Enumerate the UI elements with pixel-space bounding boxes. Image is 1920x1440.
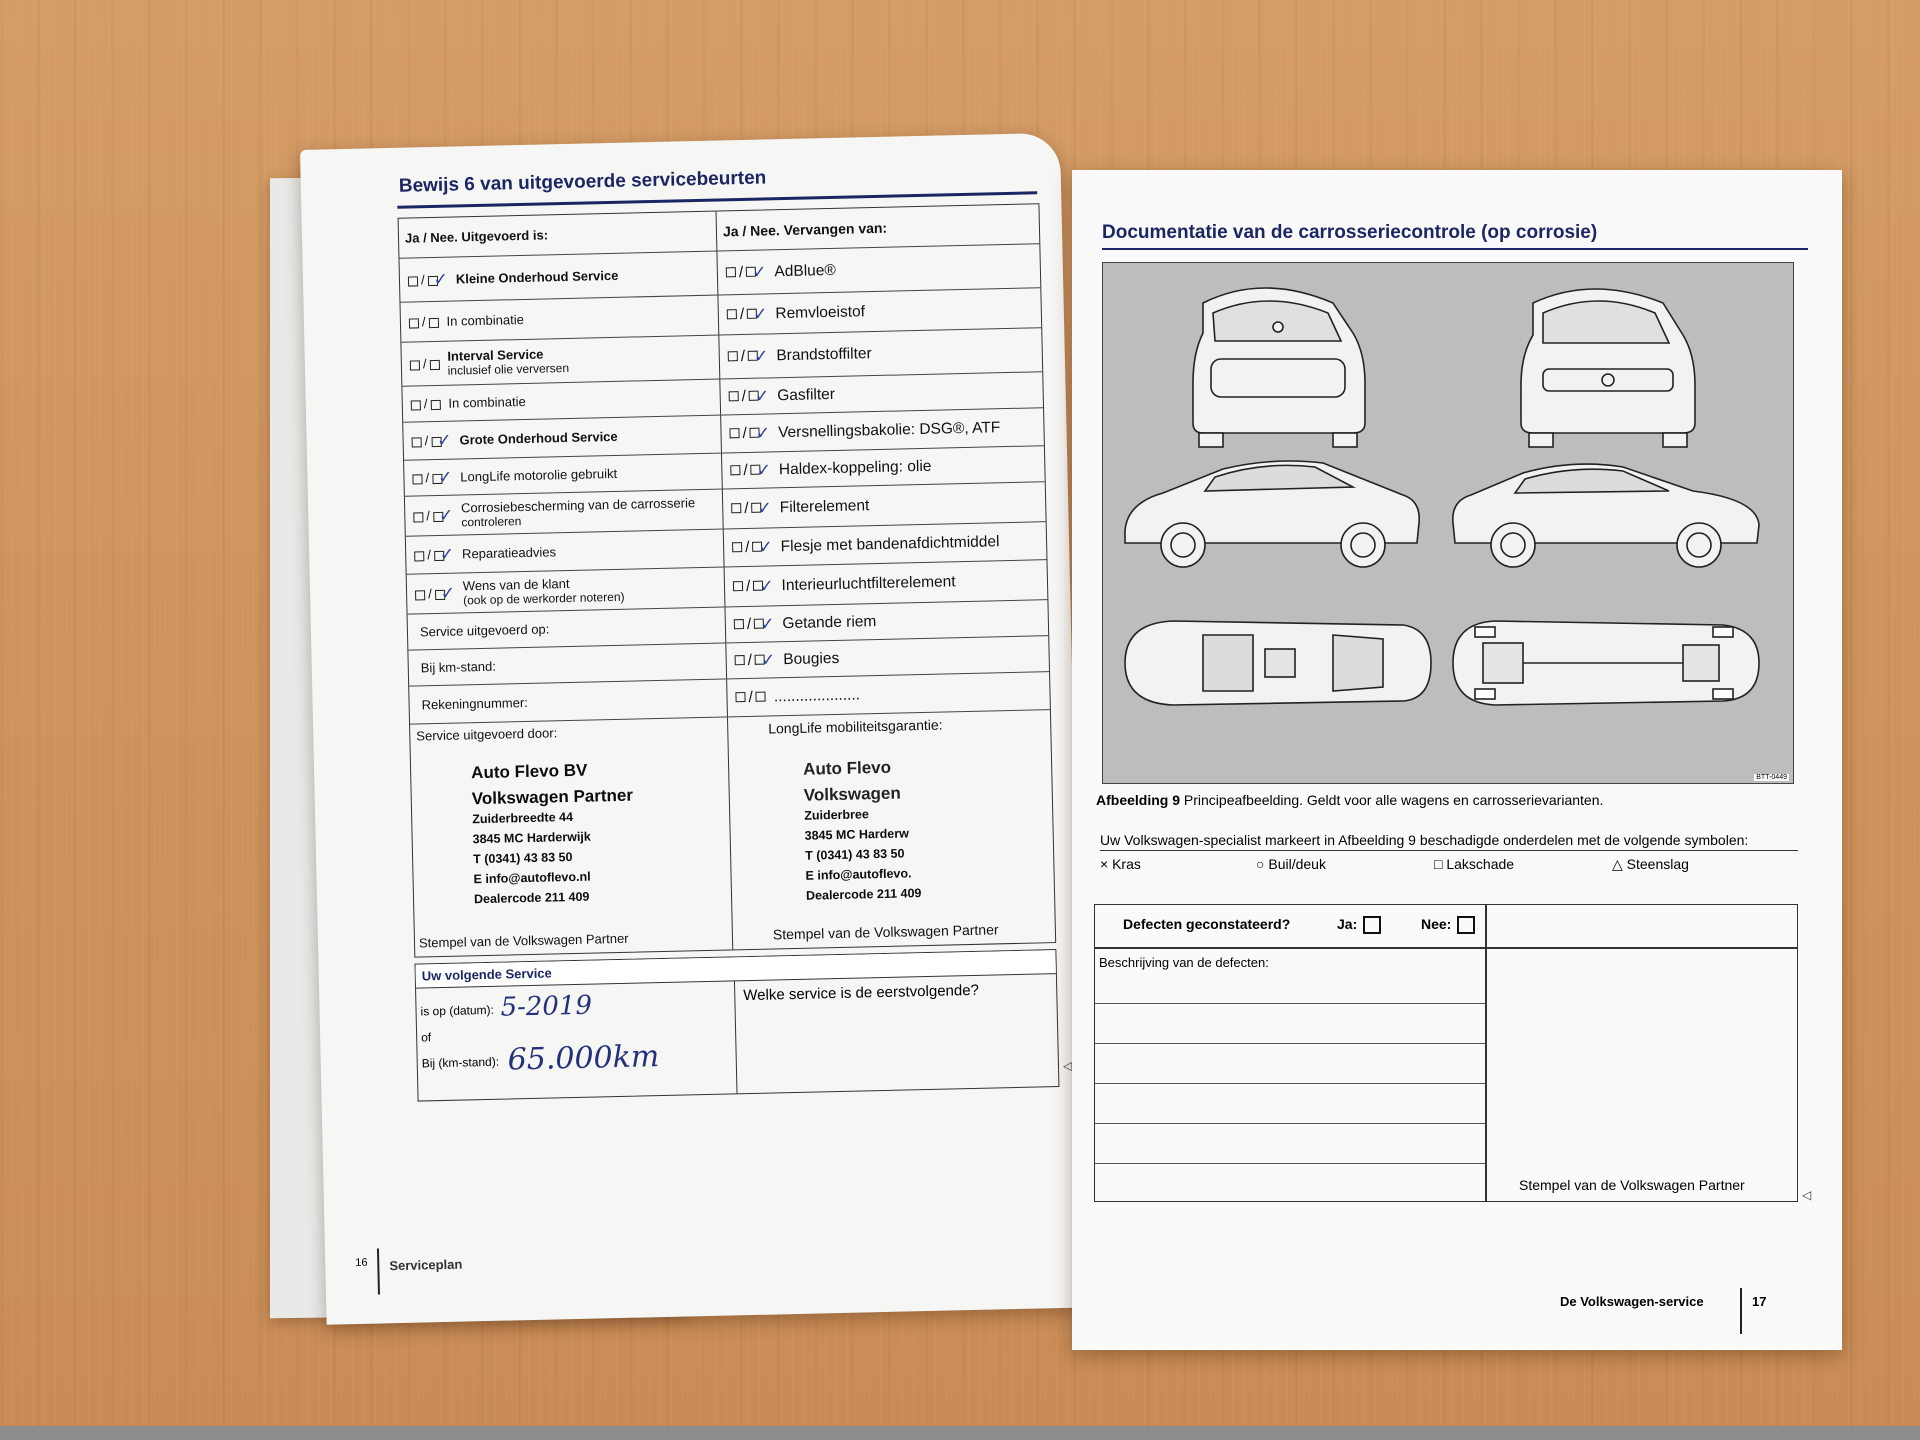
handwritten-km: 65.000km — [507, 1039, 660, 1078]
defects-question: Defecten geconstateerd? — [1123, 916, 1291, 932]
left-page-number: 16 — [355, 1256, 368, 1270]
left-page-title: Bewijs 6 van uitgevoerde servicebeurten — [398, 167, 767, 197]
stamp2-phone: T (0341) 43 83 50 — [804, 846, 905, 863]
no-checkbox[interactable] — [1457, 916, 1475, 934]
right-footer-rule — [1740, 1288, 1742, 1334]
checkmark-icon: ✓ — [433, 269, 449, 290]
performed-cell — [406, 529, 725, 573]
car-front-view — [1521, 289, 1695, 447]
replaced-label: Flesje met bandenafdichtmiddel — [780, 532, 1000, 555]
car-side-right-view — [1453, 464, 1759, 567]
defects-stamp-caption: Stempel van de Volkswagen Partner — [1519, 1177, 1745, 1193]
performed-cell — [400, 296, 719, 342]
symbol-label: Buil/deuk — [1268, 856, 1326, 872]
performed-label — [420, 621, 550, 639]
replaced-cell — [725, 560, 1048, 606]
instruction-rule — [1100, 850, 1798, 851]
performed-sublabel: controleren — [461, 514, 522, 530]
performed-label-text: Service uitgevoerd op: — [419, 621, 550, 640]
stamp-partner: Volkswagen Partner — [471, 785, 634, 809]
symbol-paint-damage — [1434, 856, 1514, 872]
performed-cell — [404, 454, 723, 496]
page-turn-triangle-icon: ◁ — [1062, 1058, 1073, 1073]
car-body-diagram — [1102, 262, 1794, 784]
triangle-icon: △ — [1612, 856, 1623, 872]
car-top-view — [1125, 621, 1431, 705]
next-service-box — [414, 949, 1059, 1102]
performed-label — [447, 346, 569, 378]
defects-header — [1095, 905, 1797, 949]
yes-checkbox[interactable] — [1363, 916, 1381, 934]
writing-line — [1095, 1083, 1485, 1084]
yes-no-checkboxes[interactable]: / — [728, 461, 763, 480]
replaced-label: AdBlue® — [774, 261, 837, 280]
yes-no-checkboxes[interactable]: / — [407, 314, 441, 330]
defects-description-label: Beschrijving van de defecten: — [1099, 955, 1269, 970]
performed-cell — [403, 416, 722, 460]
checkmark-icon: ✓ — [437, 467, 453, 488]
no-option — [1421, 916, 1475, 934]
writing-line — [1095, 1163, 1485, 1164]
next-service-question: Welke service is de eerstvolgende? — [743, 981, 980, 1005]
checkmark-icon: ✓ — [754, 385, 770, 407]
replaced-cell — [719, 328, 1042, 378]
car-underbody-view — [1453, 621, 1759, 705]
table-body — [399, 244, 1049, 724]
performed-label — [446, 312, 524, 329]
dealer-stamp — [471, 760, 636, 910]
replaced-label: Interieurluchtfilterelement — [781, 572, 956, 594]
performed-cell — [402, 380, 721, 422]
performed-label-text: Wens van de klant — [462, 575, 570, 594]
stamp2-street: Zuiderbree — [804, 807, 869, 823]
performed-label-text: LongLife motorolie gebruikt — [460, 465, 618, 485]
longlife-stamp-cell — [728, 710, 1055, 949]
longlife-stamp-box — [728, 710, 1055, 949]
right-page-footer: De Volkswagen-service — [1560, 1294, 1704, 1309]
checkmark-icon: ✓ — [756, 459, 772, 481]
yes-no-checkboxes[interactable]: / — [727, 387, 762, 406]
replaced-label: Remvloeistof — [775, 302, 866, 322]
checkmark-icon: ✓ — [759, 613, 775, 635]
symbol-dent — [1256, 856, 1326, 872]
yes-no-checkboxes[interactable]: / — [729, 499, 764, 518]
stamp2-dealer: Dealercode 211 409 — [805, 886, 922, 903]
performed-label-text: Grote Onderhoud Service — [459, 428, 618, 448]
replaced-cell — [718, 288, 1041, 334]
checkmark-icon: ✓ — [755, 422, 771, 444]
replaced-label: Versnellingsbakolie: DSG®, ATF — [777, 418, 1001, 441]
marking-instruction: Uw Volkswagen-specialist markeert in Afbeelding 9 beschadigde onderdelen met de volgende symbolen: — [1100, 832, 1749, 848]
replaced-label: Getande riem — [782, 612, 877, 632]
next-service-body — [416, 974, 1058, 1100]
stamp-dealer: Dealercode 211 409 — [473, 889, 590, 907]
yes-no-checkboxes[interactable]: / — [727, 424, 762, 443]
yes-no-checkboxes[interactable]: / — [408, 356, 442, 372]
replaced-label: Brandstoffilter — [776, 344, 872, 364]
replaced-cell — [726, 636, 1049, 678]
performed-cell — [399, 252, 718, 302]
stamp2-name: Auto Flevo — [802, 757, 892, 779]
yes-no-checkboxes[interactable]: / — [412, 547, 446, 563]
yes-no-checkboxes[interactable]: / — [413, 586, 447, 602]
left-page-footer: Serviceplan — [389, 1256, 463, 1274]
handwritten-date: 5-2019 — [500, 990, 593, 1023]
dealer-stamp-box — [410, 717, 732, 956]
circle-icon: ○ — [1256, 856, 1265, 872]
replaced-label: Bougies — [783, 649, 840, 668]
symbol-label: Kras — [1112, 856, 1141, 872]
footer-rule — [377, 1248, 380, 1294]
cross-icon: × — [1100, 856, 1109, 872]
figure-caption — [1096, 792, 1603, 808]
performed-label-text: Reparatieadvies — [461, 544, 557, 562]
stamp2-city: 3845 MC Harderw — [804, 826, 910, 843]
replaced-cell — [717, 244, 1040, 294]
performed-cell — [408, 643, 727, 685]
performed-label-text: Kleine Onderhoud Service — [455, 267, 619, 287]
stamp-phone: T (0341) 43 83 50 — [472, 850, 573, 867]
left-page — [300, 133, 1086, 1325]
writing-line — [1095, 1043, 1485, 1044]
performed-cell — [408, 607, 727, 649]
symbol-stone-chip — [1612, 856, 1689, 873]
writing-line — [1095, 1123, 1485, 1124]
performed-sublabel: (ook op de werkorder noteren) — [462, 589, 625, 608]
col2-header: Ja / Nee. Vervangen van: — [722, 219, 888, 239]
performed-label-text: Bij km-stand: — [420, 658, 497, 676]
yes-no-checkboxes[interactable]: / — [725, 305, 760, 324]
km-label: Bij (km-stand): — [421, 1054, 500, 1071]
checkmark-icon: ✓ — [757, 497, 773, 519]
yes-no-checkboxes[interactable]: / — [732, 615, 767, 634]
symbol-scratch — [1100, 856, 1141, 872]
performed-label — [460, 466, 617, 485]
defects-divider — [1485, 905, 1487, 1201]
caption-text: Principeafbeelding. Geldt voor alle wagens en carrosserievarianten. — [1183, 792, 1604, 808]
performed-label-text: In combinatie — [448, 393, 526, 411]
performed-label-text: Corrosiebescherming van de carrosserie — [460, 495, 696, 516]
performed-cell — [407, 567, 726, 613]
yes-no-checkboxes[interactable]: / — [409, 433, 443, 449]
yes-no-checkboxes[interactable]: / — [410, 470, 444, 486]
writing-line — [1095, 1003, 1485, 1004]
performed-label — [421, 695, 528, 712]
stamp-email: E info@autoflevo.nl — [473, 869, 591, 887]
square-icon: □ — [1434, 856, 1443, 872]
performed-label-text: Interval Service — [447, 346, 544, 364]
bottom-strip — [0, 1426, 1920, 1440]
yes-no-checkboxes[interactable]: / — [411, 508, 445, 524]
car-side-left-view — [1125, 461, 1419, 567]
right-title-rule — [1102, 248, 1808, 250]
symbol-label: Steenslag — [1626, 856, 1689, 872]
stamp2-email: E info@autoflevo. — [805, 866, 912, 883]
yes-no-checkboxes[interactable]: / — [409, 396, 443, 412]
longlife-stamp — [803, 757, 922, 906]
date-label: is op (datum): — [420, 1002, 495, 1019]
performed-label — [448, 394, 526, 411]
replaced-cell — [720, 372, 1043, 414]
caption-label: Afbeelding 9 — [1096, 792, 1181, 808]
performed-sublabel: inclusief olie verversen — [447, 360, 570, 378]
performed-label — [421, 659, 496, 676]
performed-label — [459, 429, 618, 448]
checkmark-icon: ✓ — [752, 303, 768, 325]
col1-header: Ja / Nee. Uitgevoerd is: — [399, 212, 718, 258]
or-label: of — [421, 1030, 432, 1045]
yes-no-checkboxes[interactable]: / — [726, 347, 761, 366]
next-service-fields — [416, 981, 737, 1100]
service-table — [398, 203, 1057, 957]
stamp-street: Zuiderbreedte 44 — [472, 809, 574, 827]
checkmark-icon: ✓ — [438, 505, 454, 526]
checkmark-icon: ✓ — [759, 575, 774, 597]
replaced-label: Haldex-koppeling: olie — [778, 457, 932, 478]
performed-label — [461, 495, 696, 529]
page-turn-triangle-icon: ◁ — [1802, 1188, 1812, 1202]
car-diagram-svg — [1103, 263, 1793, 783]
performed-label-text: In combinatie — [446, 311, 525, 329]
replaced-label: .................... — [773, 685, 861, 705]
no-label: Nee: — [1421, 916, 1452, 932]
defects-box — [1094, 904, 1798, 1202]
yes-no-checkboxes[interactable]: / — [733, 688, 768, 707]
figure-code: BTT-0449 — [1756, 774, 1787, 781]
performed-label — [463, 575, 625, 608]
replaced-label: Filterelement — [779, 496, 870, 516]
performed-by-label: Service uitgevoerd door: — [416, 725, 558, 744]
dealer-stamp-cell — [410, 717, 733, 956]
performed-cell — [409, 679, 728, 723]
replaced-cell — [727, 672, 1050, 716]
checkmark-icon: ✓ — [751, 261, 767, 283]
checkmark-icon: ✓ — [758, 536, 773, 558]
performed-label — [456, 268, 619, 287]
yes-option — [1337, 916, 1381, 934]
next-service-title: Uw volgende Service — [416, 950, 1056, 989]
stamp2-partner: Volkswagen — [803, 783, 901, 805]
replaced-cell — [723, 482, 1046, 528]
checkmark-icon: ✓ — [439, 544, 455, 565]
right-page — [1072, 170, 1842, 1350]
stamp-caption-left: Stempel van de Volkswagen Partner — [418, 930, 629, 951]
yes-no-checkboxes[interactable]: / — [406, 272, 440, 288]
yes-no-checkboxes[interactable]: / — [731, 577, 766, 596]
replaced-label: Gasfilter — [777, 385, 836, 404]
car-rear-view — [1193, 288, 1365, 447]
stamp-caption-right: Stempel van de Volkswagen Partner — [772, 921, 999, 943]
stamp-city: 3845 MC Harderwijk — [472, 829, 591, 847]
symbol-label: Lakschade — [1446, 856, 1515, 872]
performed-cell — [405, 489, 724, 535]
yes-no-checkboxes[interactable]: / — [730, 538, 765, 557]
replaced-cell — [722, 446, 1045, 488]
stamp-name: Auto Flevo BV — [470, 760, 588, 783]
yes-no-checkboxes[interactable]: / — [732, 651, 767, 670]
performed-cell — [401, 336, 720, 386]
replaced-cell — [721, 408, 1044, 452]
yes-label: Ja: — [1337, 916, 1358, 932]
right-page-title: Documentatie van de carrosseriecontrole (op corrosie) — [1102, 222, 1598, 243]
longlife-label: LongLife mobiliteitsgarantie: — [768, 716, 943, 737]
checkmark-icon: ✓ — [753, 345, 769, 367]
checkmark-icon: ✓ — [760, 649, 776, 671]
right-page-number: 17 — [1752, 1294, 1767, 1309]
replaced-cell — [725, 600, 1048, 642]
replaced-cell — [724, 522, 1047, 566]
yes-no-checkboxes[interactable]: / — [724, 263, 759, 282]
checkmark-icon: ✓ — [440, 583, 456, 604]
performed-label — [462, 544, 556, 561]
stamp-row — [410, 710, 1055, 956]
checkmark-icon: ✓ — [437, 430, 452, 451]
performed-label-text: Rekeningnummer: — [421, 694, 528, 713]
